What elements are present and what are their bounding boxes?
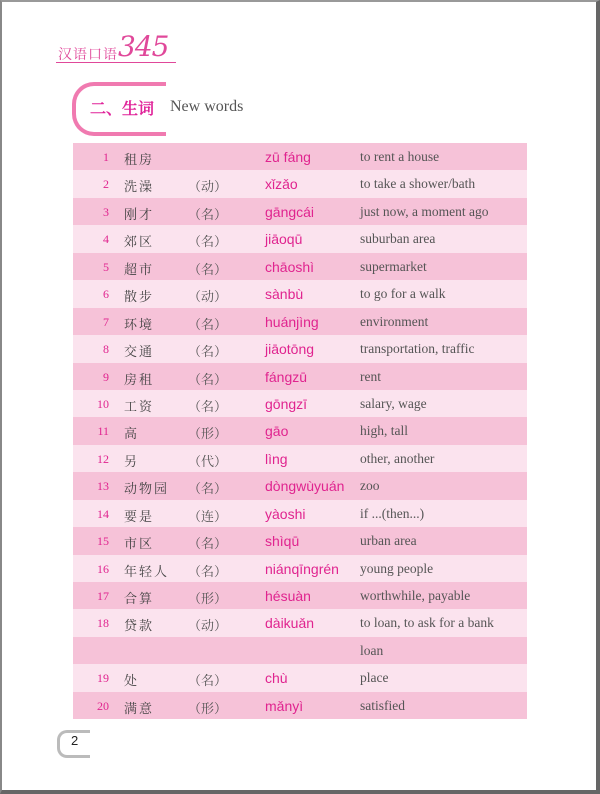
word-number: 19 xyxy=(97,671,109,686)
word-part-of-speech: （名） xyxy=(188,372,228,388)
word-part-of-speech: （动） xyxy=(188,180,228,196)
word-pinyin: gāngcái xyxy=(265,203,315,220)
word-part-of-speech: （形） xyxy=(188,592,228,607)
word-english: to go for a walk xyxy=(360,286,446,302)
word-number: 16 xyxy=(97,561,109,576)
word-number: 4 xyxy=(103,232,109,247)
word-english: young people xyxy=(360,560,434,576)
word-pinyin: sànbù xyxy=(265,286,304,303)
table-row xyxy=(73,582,527,609)
table-row xyxy=(73,609,527,636)
word-pinyin: gōngzī xyxy=(265,395,308,412)
table-row xyxy=(73,500,527,527)
word-chinese: 工资 xyxy=(124,399,155,415)
word-pinyin: yàoshi xyxy=(265,505,306,522)
word-english: to loan, to ask for a bank xyxy=(360,615,494,631)
table-row xyxy=(73,198,527,225)
word-english: worthwhile, payable xyxy=(360,588,471,603)
word-chinese: 贷款 xyxy=(124,619,155,635)
word-pinyin: jiāoqū xyxy=(265,231,303,248)
word-part-of-speech: （形） xyxy=(188,427,228,443)
word-pinyin: shìqū xyxy=(265,533,300,550)
word-chinese: 处 xyxy=(124,674,140,690)
word-pinyin: fángzū xyxy=(265,368,308,385)
word-english: other, another xyxy=(360,450,435,466)
word-part-of-speech: （名） xyxy=(188,399,228,415)
word-number: 14 xyxy=(97,506,109,521)
table-row xyxy=(73,445,527,472)
table-row xyxy=(73,664,527,691)
word-number: 2 xyxy=(103,177,109,192)
word-english: urban area xyxy=(360,533,417,549)
word-part-of-speech: （名） xyxy=(188,674,228,690)
word-english: to rent a house xyxy=(360,149,440,164)
word-chinese: 刚才 xyxy=(124,207,155,223)
table-row xyxy=(73,527,527,554)
word-chinese: 市区 xyxy=(124,537,155,553)
word-part-of-speech: （名） xyxy=(188,317,228,333)
word-part-of-speech: （名） xyxy=(188,482,228,498)
word-english: rent xyxy=(360,368,381,384)
word-english: place xyxy=(360,670,389,686)
word-chinese: 交通 xyxy=(124,345,155,361)
table-row xyxy=(73,692,527,719)
word-chinese: 要是 xyxy=(124,509,155,525)
word-chinese: 超市 xyxy=(124,262,155,278)
word-number: 3 xyxy=(103,204,109,219)
word-english: loan xyxy=(360,642,384,658)
word-number: 18 xyxy=(97,616,109,631)
brand-number: 345 xyxy=(118,30,169,63)
word-english: transportation, traffic xyxy=(360,341,475,357)
word-chinese: 环境 xyxy=(124,317,155,333)
word-part-of-speech: （动） xyxy=(188,619,228,635)
word-pinyin: niánqīngrén xyxy=(265,560,339,577)
table-row xyxy=(73,143,527,170)
word-part-of-speech: （名） xyxy=(188,537,228,553)
table-row xyxy=(73,170,527,197)
word-chinese: 房租 xyxy=(124,372,155,388)
word-number: 10 xyxy=(97,396,109,411)
table-row xyxy=(73,417,527,444)
table-row xyxy=(73,225,527,252)
word-pinyin: chù xyxy=(265,670,288,687)
word-chinese: 另 xyxy=(124,454,140,470)
word-english: salary, wage xyxy=(360,395,427,411)
word-number: 9 xyxy=(103,369,109,384)
word-english: suburban area xyxy=(360,231,436,247)
word-pinyin: gāo xyxy=(265,423,289,440)
word-english: just now, a moment ago xyxy=(360,203,489,219)
word-chinese: 洗澡 xyxy=(124,180,155,196)
table-row xyxy=(73,308,527,335)
word-number: 13 xyxy=(97,479,109,494)
word-pinyin: dòngwùyuán xyxy=(265,478,345,495)
table-row xyxy=(73,253,527,280)
table-row xyxy=(73,280,527,307)
table-row xyxy=(73,335,527,362)
word-part-of-speech: （连） xyxy=(188,509,228,525)
table-row xyxy=(73,472,527,499)
word-english: environment xyxy=(360,313,429,329)
word-number: 5 xyxy=(103,259,109,274)
word-pinyin: zū fáng xyxy=(265,149,311,165)
word-number: 17 xyxy=(97,589,109,603)
word-number: 20 xyxy=(97,698,109,713)
page-number: 2 xyxy=(71,733,79,748)
word-chinese: 租房 xyxy=(124,153,155,168)
word-part-of-speech: （名） xyxy=(188,564,228,580)
word-english: zoo xyxy=(360,478,380,494)
vocabulary-table xyxy=(73,143,527,719)
word-number: 15 xyxy=(97,534,109,549)
brand-title: 汉语口语 xyxy=(58,47,118,63)
table-row xyxy=(73,637,527,664)
word-part-of-speech: （动） xyxy=(188,290,228,306)
word-pinyin: jiāotōng xyxy=(265,341,315,358)
word-pinyin: dàikuǎn xyxy=(265,615,315,632)
word-pinyin: chāoshì xyxy=(265,258,315,275)
word-chinese: 满意 xyxy=(124,701,155,717)
table-row xyxy=(73,363,527,390)
table-row xyxy=(73,390,527,417)
word-chinese: 合算 xyxy=(124,592,155,607)
word-chinese: 散步 xyxy=(124,290,155,306)
word-pinyin: mǎnyì xyxy=(265,697,304,714)
table-row xyxy=(73,555,527,582)
word-pinyin: huánjìng xyxy=(265,313,319,330)
word-part-of-speech: （名） xyxy=(188,235,228,251)
word-number: 11 xyxy=(97,424,109,439)
word-english: to take a shower/bath xyxy=(360,176,476,192)
word-number: 1 xyxy=(103,150,109,164)
word-number: 6 xyxy=(103,287,109,302)
word-part-of-speech: （代） xyxy=(188,454,228,470)
word-chinese: 高 xyxy=(124,427,140,443)
book-brand xyxy=(56,30,176,63)
word-english: high, tall xyxy=(360,423,408,439)
word-chinese: 动物园 xyxy=(124,482,170,498)
section-title-en: New words xyxy=(170,98,244,115)
word-pinyin: xǐzǎo xyxy=(265,176,298,193)
section-title-cn: 二、生词 xyxy=(90,99,155,118)
word-chinese: 年轻人 xyxy=(124,564,170,580)
word-pinyin: lìng xyxy=(265,450,288,467)
word-number: 12 xyxy=(97,451,109,466)
word-part-of-speech: （名） xyxy=(188,345,228,361)
word-part-of-speech: （形） xyxy=(188,701,228,717)
word-english: if ...(then...) xyxy=(360,505,425,521)
word-part-of-speech: （名） xyxy=(188,207,228,223)
word-pinyin: hésuàn xyxy=(265,588,311,604)
word-part-of-speech: （名） xyxy=(188,262,228,278)
word-number: 7 xyxy=(103,314,109,329)
word-chinese: 郊区 xyxy=(124,235,155,251)
word-number: 8 xyxy=(103,342,109,357)
word-english: satisfied xyxy=(360,697,405,713)
word-english: supermarket xyxy=(360,258,427,274)
